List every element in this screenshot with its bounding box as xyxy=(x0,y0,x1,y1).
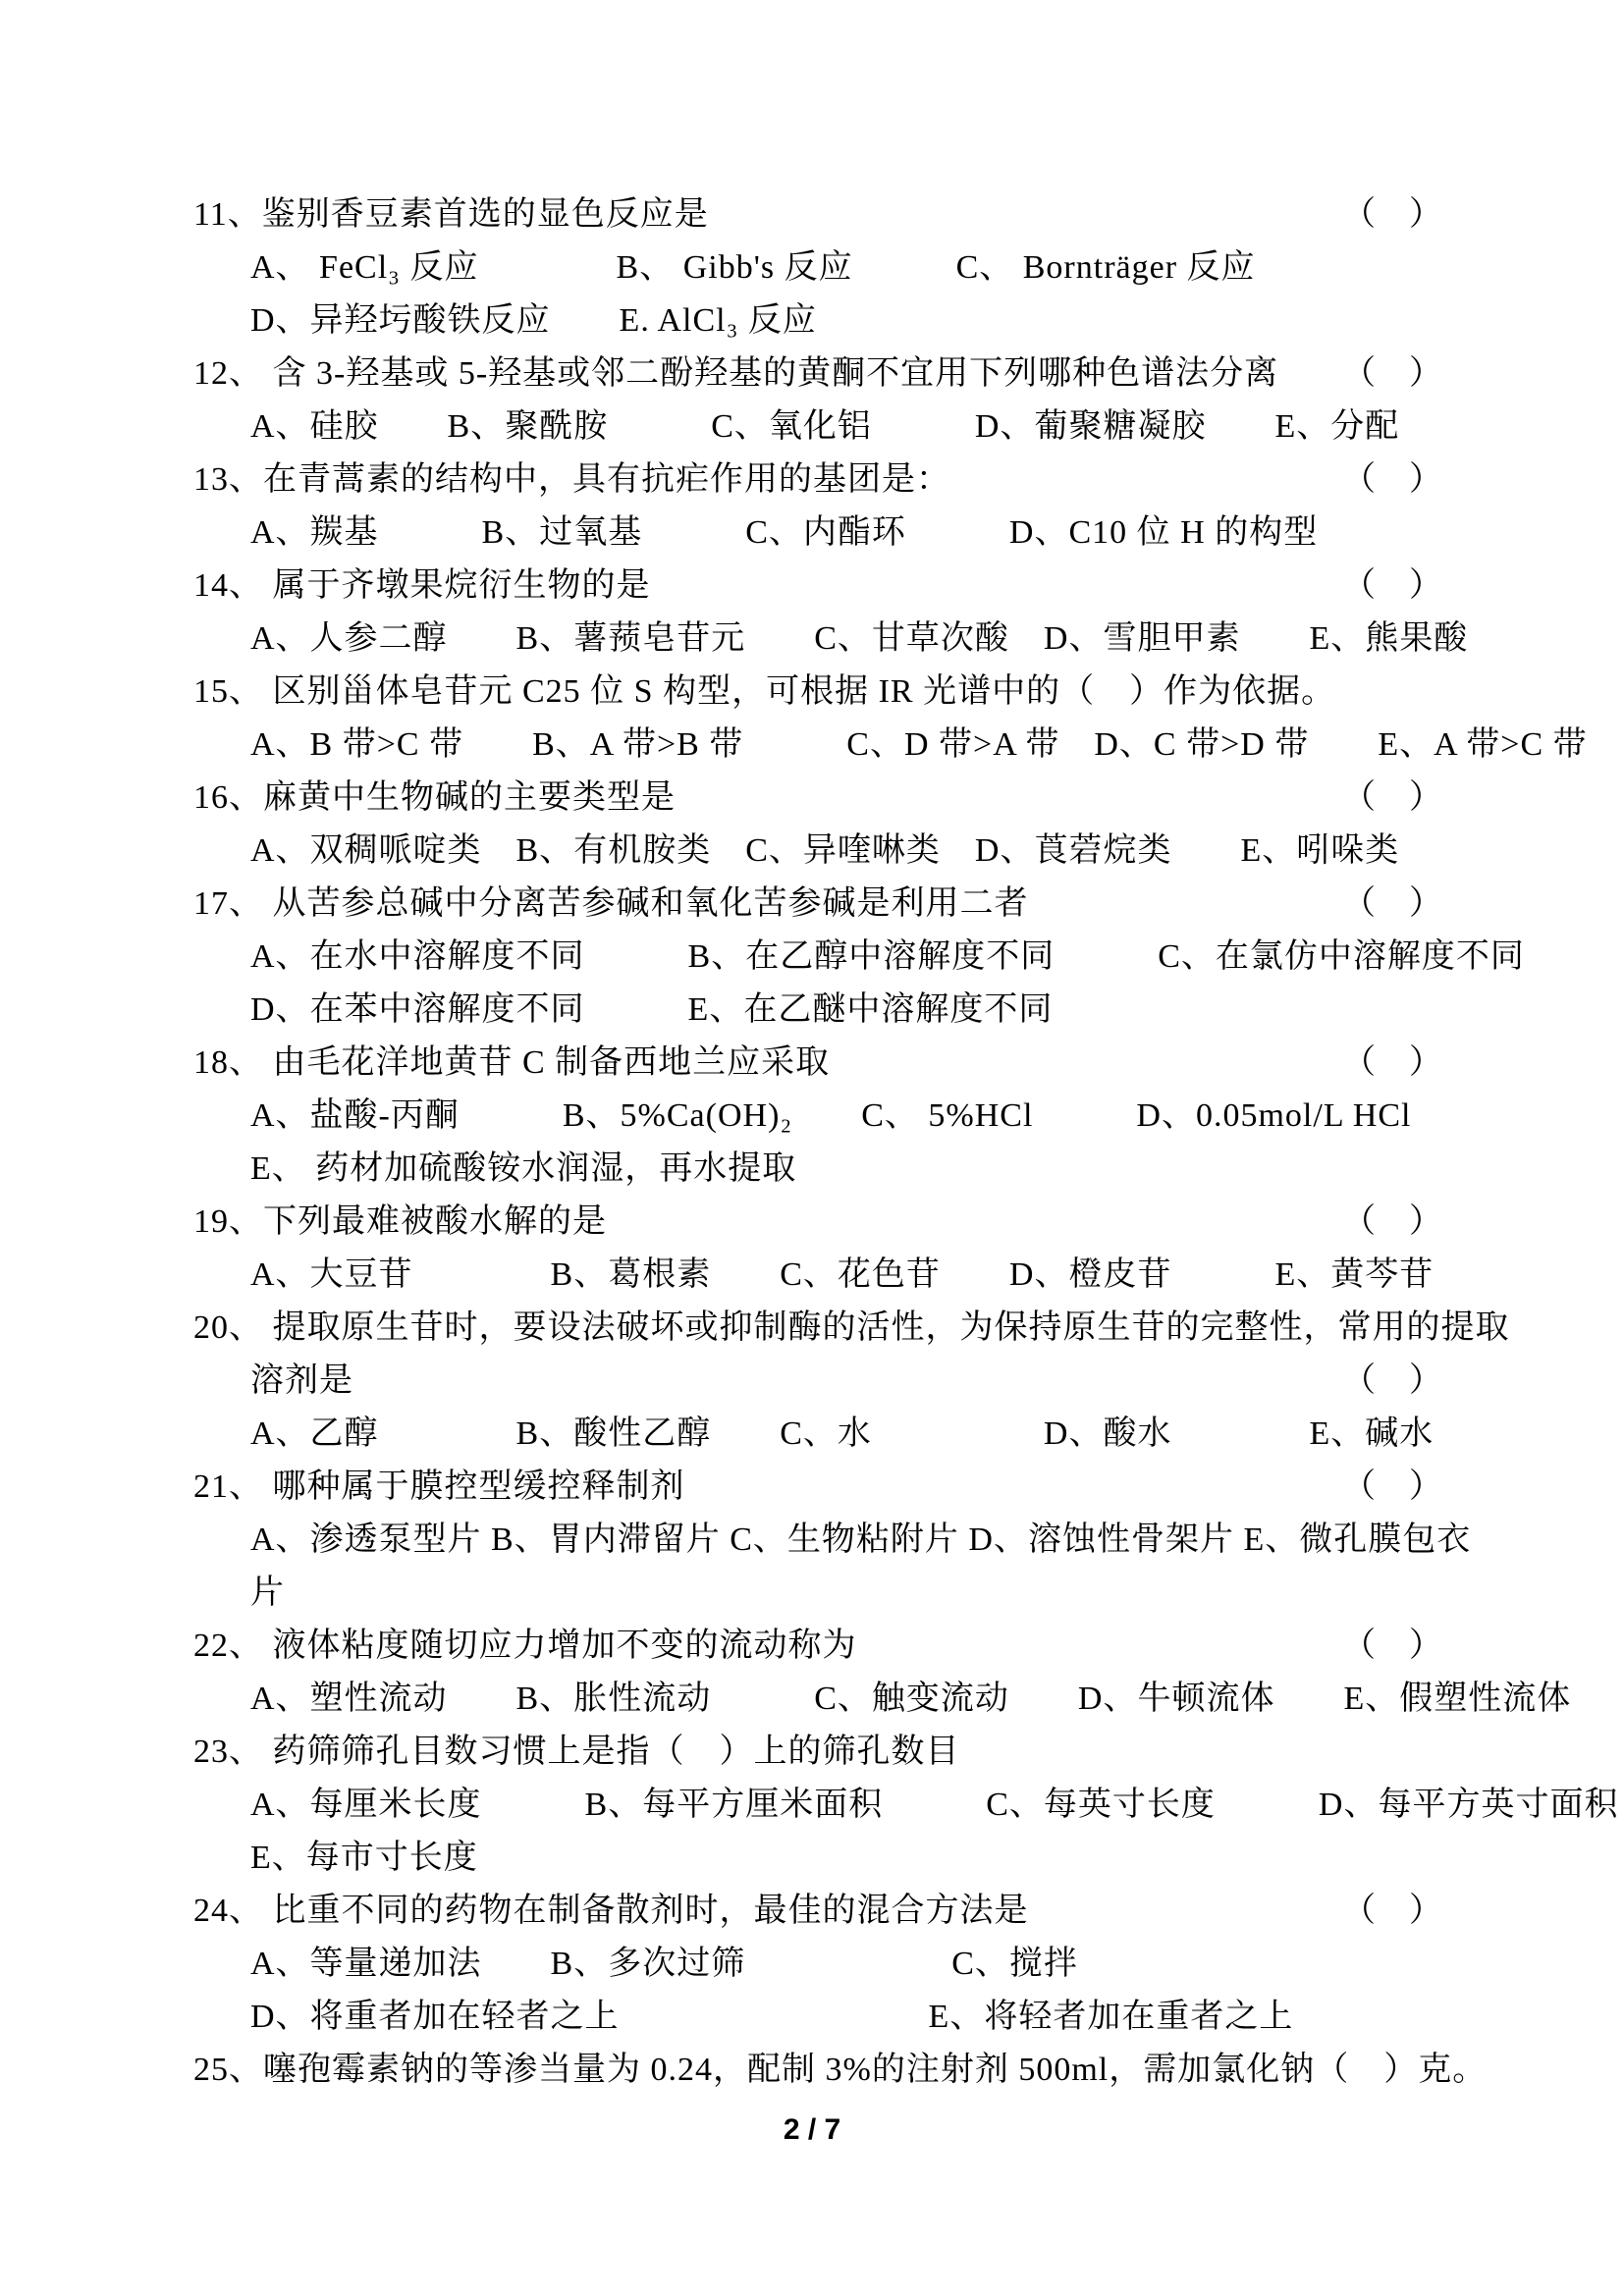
question-stem-line xyxy=(193,1620,1442,1673)
answer-bracket: （ ） xyxy=(1342,1628,1442,1664)
question-text: 19、下列最难被酸水解的是 xyxy=(193,1203,607,1240)
option-text: A、硅胶 B、聚酰胺 C、氧化铝 D、葡聚糖凝胶 E、分配 xyxy=(250,408,1400,445)
option-line xyxy=(193,400,1442,454)
question-14 xyxy=(193,560,1469,666)
question-text: 溶剂是 xyxy=(250,1362,353,1399)
question-13 xyxy=(193,454,1442,560)
question-text: 11、鉴别香豆素首选的显色反应是 xyxy=(193,196,709,233)
question-25 xyxy=(193,2044,1488,2097)
option-text: A、在水中溶解度不同 B、在乙醇中溶解度不同 C、在氯仿中溶解度不同 xyxy=(250,938,1525,975)
question-stem-line xyxy=(193,666,1442,719)
option-line xyxy=(193,1991,1442,2044)
question-text: 24、 比重不同的药物在制备散剂时，最佳的混合方法是 xyxy=(193,1893,1029,1929)
option-text: A、塑性流动 B、胀性流动 C、触变流动 D、牛顿流体 E、假塑性流体 xyxy=(250,1681,1572,1717)
option-text: A、双稠哌啶类 B、有机胺类 C、异喹啉类 D、莨菪烷类 E、吲哚类 xyxy=(250,832,1400,869)
option-line xyxy=(193,931,1525,984)
option-line xyxy=(193,1514,1472,1567)
answer-bracket: （ ） xyxy=(1342,567,1442,604)
option-line xyxy=(193,507,1442,560)
question-stem-line xyxy=(193,1037,1442,1090)
option-text: E、 药材加硫酸铵水润湿，再水提取 xyxy=(250,1150,797,1187)
question-stem-line xyxy=(193,772,1442,825)
option-line xyxy=(193,1673,1572,1726)
question-list xyxy=(193,188,1619,2097)
question-20 xyxy=(193,1302,1510,1461)
option-line xyxy=(193,1249,1442,1302)
option-text: 片 xyxy=(250,1575,285,1611)
option-line xyxy=(193,1779,1619,1832)
option-line xyxy=(193,1143,1442,1196)
question-text: 16、麻黄中生物碱的主要类型是 xyxy=(193,779,676,816)
question-stem-continuation-line xyxy=(193,1355,1442,1408)
option-text: A、等量递加法 B、多次过筛 C、搅拌 xyxy=(250,1946,1078,1982)
answer-bracket: （ ） xyxy=(1342,355,1442,392)
question-stem-line xyxy=(193,2044,1488,2097)
answer-bracket: （ ） xyxy=(1342,1362,1442,1399)
question-stem-line xyxy=(193,878,1442,931)
question-text: 22、 液体粘度随切应力增加不变的流动称为 xyxy=(193,1628,857,1664)
option-text: A、B 带>C 带 B、A 带>B 带 C、D 带>A 带 D、C 带>D 带 E、A 带>C 带 xyxy=(250,726,1588,763)
question-text: 13、在青蒿素的结构中，具有抗疟作用的基团是： xyxy=(193,461,950,498)
question-text: 18、 由毛花洋地黄苷 C 制备西地兰应采取 xyxy=(193,1044,831,1081)
option-text: D、异羟圬酸铁反应 E. AlCl₃ 反应 xyxy=(250,302,817,339)
option-text: A、渗透泵型片 B、胃内滞留片 C、生物粘附片 D、溶蚀性骨架片 E、微孔膜包衣 xyxy=(250,1522,1472,1558)
question-text: 15、 区别甾体皂苷元 C25 位 S 构型，可根据 IR 光谱中的（ ）作为依据。 xyxy=(193,673,1336,710)
question-stem-line xyxy=(193,188,1442,241)
question-text: 20、 提取原生苷时，要设法破坏或抑制酶的活性，为保持原生苷的完整性，常用的提取 xyxy=(193,1309,1510,1346)
question-stem-line xyxy=(193,1302,1510,1355)
question-15 xyxy=(193,666,1588,772)
question-text: 17、 从苦参总碱中分离苦参碱和氧化苦参碱是利用二者 xyxy=(193,885,1029,922)
option-line xyxy=(193,613,1469,666)
question-19 xyxy=(193,1196,1442,1302)
option-text: A、盐酸-丙酮 B、5%Ca(OH)₂ C、 5%HCl D、0.05mol/L HCl xyxy=(250,1097,1412,1134)
question-stem-line xyxy=(193,1726,1442,1779)
answer-bracket: （ ） xyxy=(1342,1893,1442,1929)
question-stem-line xyxy=(193,1885,1442,1938)
option-text: A、每厘米长度 B、每平方厘米面积 C、每英寸长度 D、每平方英寸面积 xyxy=(250,1787,1619,1823)
question-23 xyxy=(193,1726,1619,1885)
question-22 xyxy=(193,1620,1572,1726)
option-line xyxy=(193,1832,1442,1885)
question-24 xyxy=(193,1885,1442,2044)
question-18 xyxy=(193,1037,1442,1196)
answer-bracket: （ ） xyxy=(1342,1203,1442,1240)
question-stem-line xyxy=(193,1196,1442,1249)
option-text: D、将重者加在轻者之上 E、将轻者加在重者之上 xyxy=(250,1999,1294,2035)
option-text: D、在苯中溶解度不同 E、在乙醚中溶解度不同 xyxy=(250,991,1054,1028)
option-text: A、乙醇 B、酸性乙醇 C、水 D、酸水 E、碱水 xyxy=(250,1415,1435,1452)
option-line xyxy=(193,1408,1442,1461)
question-17 xyxy=(193,878,1525,1037)
question-stem-line xyxy=(193,347,1442,400)
question-11 xyxy=(193,188,1442,347)
option-line xyxy=(193,241,1442,294)
option-text: A、人参二醇 B、薯蓣皂苷元 C、甘草次酸 D、雪胆甲素 E、熊果酸 xyxy=(250,620,1469,657)
option-line xyxy=(193,1090,1442,1143)
option-continuation-line xyxy=(193,1567,1442,1620)
question-text: 23、 药筛筛孔目数习惯上是指（ ）上的筛孔数目 xyxy=(193,1734,960,1770)
question-text: 14、 属于齐墩果烷衍生物的是 xyxy=(193,567,651,604)
option-line xyxy=(193,294,1442,347)
question-16 xyxy=(193,772,1442,878)
answer-bracket: （ ） xyxy=(1342,1044,1442,1081)
option-text: A、 FeCl₃ 反应 B、 Gibb's 反应 C、 Bornträger 反应 xyxy=(250,249,1256,286)
question-stem-line xyxy=(193,1461,1442,1514)
answer-bracket: （ ） xyxy=(1342,196,1442,233)
answer-bracket: （ ） xyxy=(1342,1468,1442,1505)
question-stem-line xyxy=(193,560,1442,613)
answer-bracket: （ ） xyxy=(1342,461,1442,498)
answer-bracket: （ ） xyxy=(1342,779,1442,816)
option-line xyxy=(193,719,1588,772)
option-line xyxy=(193,1938,1442,1991)
question-stem-line xyxy=(193,454,1442,507)
option-text: A、大豆苷 B、葛根素 C、花色苷 D、橙皮苷 E、黄芩苷 xyxy=(250,1256,1435,1293)
question-12 xyxy=(193,347,1442,454)
question-text: 12、 含 3-羟基或 5-羟基或邻二酚羟基的黄酮不宜用下列哪种色谱法分离 xyxy=(193,355,1279,392)
page-number: 2 / 7 xyxy=(783,2113,841,2146)
answer-bracket: （ ） xyxy=(1342,885,1442,922)
option-line xyxy=(193,825,1442,878)
question-21 xyxy=(193,1461,1472,1620)
option-text: E、每市寸长度 xyxy=(250,1840,478,1876)
question-text: 21、 哪种属于膜控型缓控释制剂 xyxy=(193,1468,685,1505)
question-text: 25、噻孢霉素钠的等渗当量为 0.24，配制 3%的注射剂 500ml，需加氯化钠（ ）克。 xyxy=(193,2052,1488,2088)
option-text: A、羰基 B、过氧基 C、内酯环 D、C10 位 H 的构型 xyxy=(250,514,1319,551)
option-line xyxy=(193,984,1442,1037)
